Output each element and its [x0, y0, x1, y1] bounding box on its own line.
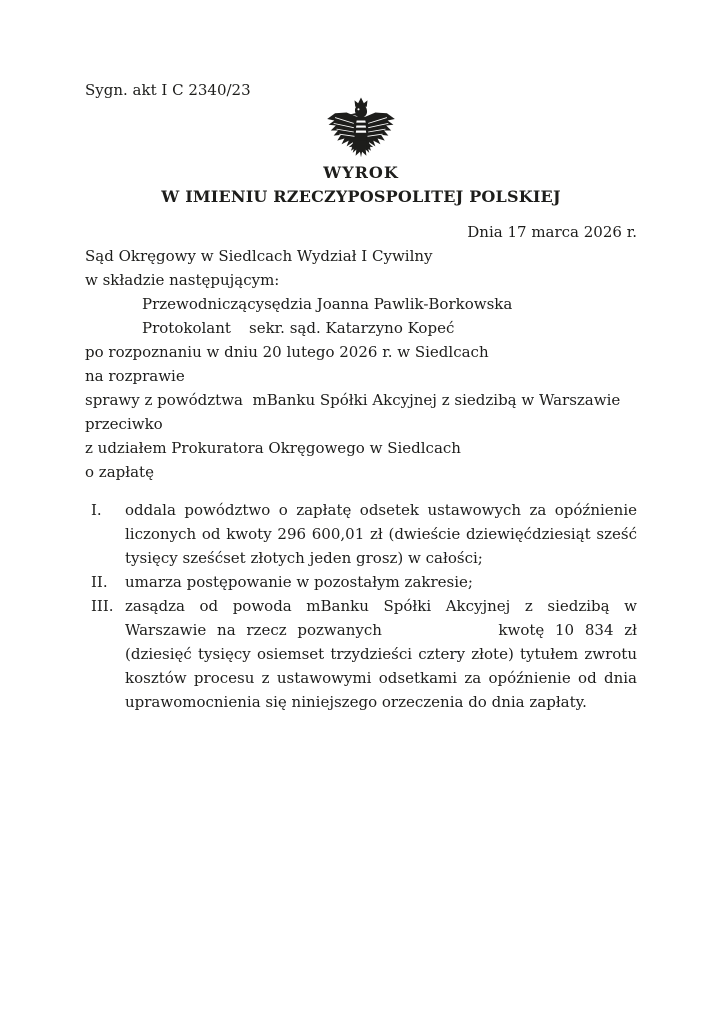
panel-person-name: sędzia Joanna Pawlik-Borkowska: [264, 295, 513, 313]
ruling-number: III.: [91, 597, 114, 615]
composition-intro-line: w składzie następującym:: [85, 271, 280, 289]
judgment-title: WYROK: [323, 163, 399, 182]
plaintiff-line: sprawy z powództwa mBanku Spółki Akcyjnej z siedzibą w Warszawie: [85, 391, 621, 409]
hearing-date-line: po rozpoznaniu w dniu 20 lutego 2026 r. w Siedlcach: [85, 343, 489, 361]
judgment-date: Dnia 17 marca 2026 r.: [467, 223, 637, 241]
ruling-text: oddala powództwo o zapłatę odsetek ustawowych za opóźnienie liczonych od kwoty 296 600,01 zł (dwieście dziewięćdziesiąt sześć tysięcy sześćset złotych jeden grosz) w całości;: [125, 501, 637, 567]
panel-role-label: Przewodniczący: [142, 295, 265, 313]
ruling-text: umarza postępowanie w pozostałym zakresie;: [125, 573, 473, 591]
ruling-item-2: [85, 570, 637, 594]
ruling-item-1: [85, 498, 637, 570]
polish-eagle-emblem: [325, 96, 397, 168]
rulings-list: [85, 498, 637, 714]
ruling-number: I.: [91, 501, 102, 519]
ruling-text-before-redaction: zasądza od powoda mBanku Spółki Akcyjnej z siedzibą w Warszawie na rzecz pozwanych: [125, 597, 637, 639]
ruling-text-after-redaction: kwotę 10 834 zł (dziesięć tysięcy osiemset trzydzieści cztery złote) tytułem zwrotu kosztów procesu z ustawowymi odsetkami za opóźnienie od dnia uprawomocnienia się niniejszego orzeczenia do dnia zapłaty.: [125, 621, 637, 711]
panel-role-label: Protokolant: [142, 319, 231, 337]
case-number: Sygn. akt I C 2340/23: [85, 81, 251, 99]
ruling-number: II.: [91, 573, 108, 591]
hearing-type-line: na rozprawie: [85, 367, 185, 385]
panel-row-presiding-judge: [85, 292, 637, 316]
redacted-names-gap: [393, 634, 488, 635]
ruling-item-3: [85, 594, 637, 714]
case-subject-line: o zapłatę: [85, 463, 154, 481]
emblem-container: [85, 96, 637, 168]
prosecutor-participation-line: z udziałem Prokuratora Okręgowego w Siedlcach: [85, 439, 461, 457]
court-name-line: Sąd Okręgowy w Siedlcach Wydział I Cywilny: [85, 247, 433, 265]
against-line: przeciwko: [85, 415, 163, 433]
panel-row-court-clerk: [85, 316, 637, 340]
panel-person-name: sekr. sąd. Katarzyno Kopeć: [249, 319, 455, 337]
judgment-subtitle: W IMIENIU RZECZYPOSPOLITEJ POLSKIEJ: [161, 187, 561, 206]
